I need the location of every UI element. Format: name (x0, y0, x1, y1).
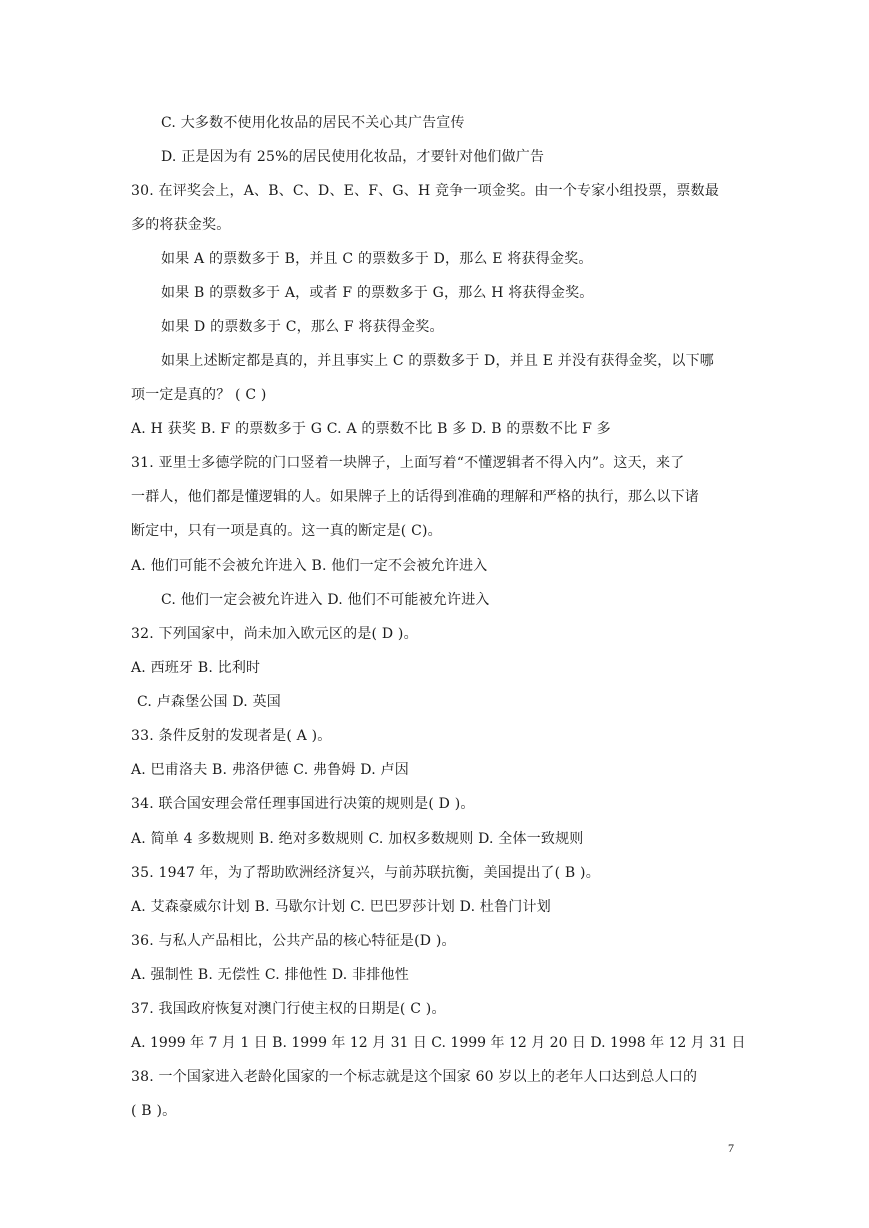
options-33: A. 巴甫洛夫 B. 弗洛伊德 C. 弗鲁姆 D. 卢因 (131, 762, 409, 778)
page-number: 7 (728, 1141, 734, 1155)
options-36: A. 强制性 B. 无偿性 C. 排他性 D. 非排他性 (131, 967, 409, 983)
question-38-line-1: 38. 一个国家进入老龄化国家的一个标志就是这个国家 60 岁以上的老年人口达到总人口的 (131, 1069, 698, 1085)
question-30-line-1: 30. 在评奖会上，A、B、C、D、E、F、G、H 竞争一项金奖。由一个专家小组投票，票数最 (131, 183, 720, 199)
question-34: 34. 联合国安理会常任理事国进行决策的规则是( D )。 (131, 796, 475, 812)
options-34: A. 简单 4 多数规则 B. 绝对多数规则 C. 加权多数规则 D. 全体一致规则 (131, 831, 584, 847)
options-35: A. 艾森豪威尔计划 B. 马歇尔计划 C. 巴巴罗莎计划 D. 杜鲁门计划 (131, 899, 551, 915)
premise-1: 如果 A 的票数多于 B，并且 C 的票数多于 D，那么 E 将获得金奖。 (161, 251, 593, 267)
option-29c: C. 大多数不使用化妆品的居民不关心其广告宣传 (161, 115, 465, 131)
question-30-ask-line-1: 如果上述断定都是真的，并且事实上 C 的票数多于 D，并且 E 并没有获得金奖，以下哪 (161, 353, 715, 369)
question-37: 37. 我国政府恢复对澳门行使主权的日期是( C )。 (131, 1001, 446, 1017)
question-33: 33. 条件反射的发现者是( A )。 (131, 728, 332, 744)
premise-3: 如果 D 的票数多于 C，那么 F 将获得金奖。 (161, 319, 444, 335)
question-36: 36. 与私人产品相比，公共产品的核心特征是(D )。 (131, 933, 456, 949)
question-31-line-1: 31. 亚里士多德学院的门口竖着一块牌子，上面写着“不懂逻辑者不得入内”。这天，来了 (131, 455, 685, 471)
options-32-ab: A. 西班牙 B. 比利时 (131, 660, 261, 676)
question-38-line-2: ( B )。 (131, 1103, 177, 1119)
question-30-line-2: 多的将获金奖。 (131, 217, 231, 233)
options-37: A. 1999 年 7 月 1 日 B. 1999 年 12 月 31 日 C. 1999 年 12 月 20 日 D. 1998 年 12 月 31 日 (131, 1035, 746, 1051)
options-32-cd: C. 卢森堡公国 D. 英国 (137, 694, 281, 710)
question-30-ask-line-2: 项一定是真的？ ( C ) (131, 387, 267, 403)
options-31-ab: A. 他们可能不会被允许进入 B. 他们一定不会被允许进入 (131, 558, 488, 574)
question-35: 35. 1947 年，为了帮助欧洲经济复兴，与前苏联抗衡，美国提出了( B )。 (131, 865, 600, 881)
options-30: A. H 获奖 B. F 的票数多于 G C. A 的票数不比 B 多 D. B 的票数不比 F 多 (131, 421, 611, 437)
option-29d: D. 正是因为有 25%的居民使用化妆品，才要针对他们做广告 (161, 149, 545, 165)
question-31-line-3: 断定中，只有一项是真的。这一真的断定是( C)。 (131, 523, 442, 539)
options-31-cd: C. 他们一定会被允许进入 D. 他们不可能被允许进入 (161, 592, 490, 608)
question-32: 32. 下列国家中，尚未加入欧元区的是( D )。 (131, 626, 418, 642)
premise-2: 如果 B 的票数多于 A，或者 F 的票数多于 G，那么 H 将获得金奖。 (161, 285, 594, 301)
question-31-line-2: 一群人，他们都是懂逻辑的人。如果牌子上的话得到准确的理解和严格的执行，那么以下诸 (131, 489, 699, 505)
